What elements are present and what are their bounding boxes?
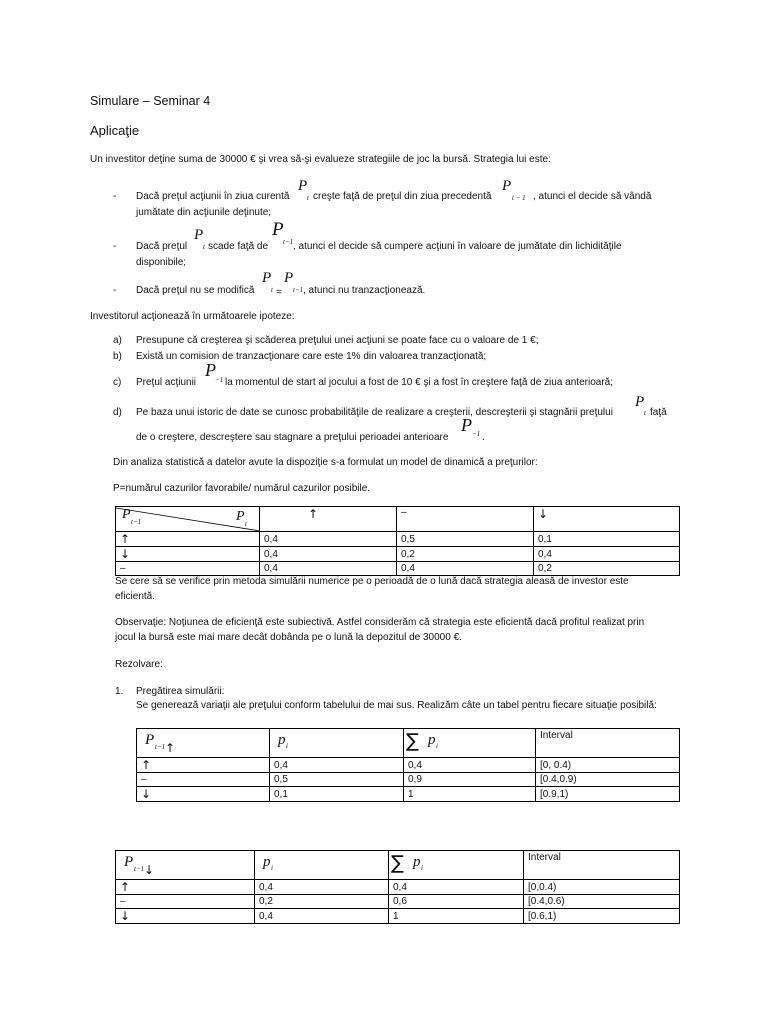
math-pt: P: [122, 507, 131, 522]
math-pt: P: [124, 854, 134, 870]
table-header-cell: Interval: [536, 729, 680, 758]
hypothesis-c-post: la momentul de start al jocului a fost de 10 € şi a fost în creştere faţă de ziua anterioară;: [225, 377, 613, 388]
list-label: a): [113, 335, 122, 346]
up-arrow-icon: ↑: [165, 741, 176, 755]
solution-heading: Rezolvare:: [115, 659, 163, 670]
bullet-dash: -: [113, 241, 117, 252]
row-label: –: [116, 895, 255, 909]
math-p: p: [413, 854, 421, 870]
math-pt: P: [635, 394, 645, 410]
math-sub: t: [271, 286, 273, 294]
list-label: c): [113, 377, 122, 388]
table-cell: 0,4: [534, 547, 680, 562]
math-sub: i: [271, 864, 273, 872]
table-cell: [0.9,1): [536, 787, 680, 802]
math-sub: t−1: [155, 743, 166, 751]
table-cell: [0.4,0.6): [524, 895, 680, 909]
table-cell: [0.4,0.9): [536, 773, 680, 787]
strategy-1-post: , atunci el decide să vândă: [533, 191, 652, 202]
math-sub: t − 1: [512, 194, 526, 202]
table-header-cell: [404, 729, 536, 758]
hypothesis-d-end: .: [482, 432, 485, 443]
table-cell: 0,4: [255, 880, 389, 895]
hypothesis-d-cont: de o creştere, descreştere sau stagnare a preţului perioadei anterioare: [136, 432, 449, 443]
table-cell: 0,4: [389, 880, 524, 895]
math-sub: i: [286, 742, 288, 750]
hypothesis-a: Presupune că creşterea şi scăderea preţului unei acţiuni se poate face cu o valoare de 1 €;: [136, 335, 539, 346]
table-cell: 0,4: [260, 562, 397, 576]
table-cell: 0,1: [534, 532, 680, 547]
strategy-3-pre: Dacă preţul nu se modifică: [136, 285, 255, 296]
strategy-2-post: , atunci el decide să cumpere acţiuni în valoare de jumătate din lichidităţile: [293, 241, 622, 252]
row-label: ↑: [116, 532, 260, 547]
table-header-cell: [270, 729, 404, 758]
math-pt: P: [236, 509, 245, 524]
math-pt: P: [298, 178, 308, 194]
math-pt: P: [502, 178, 512, 194]
table-cell: [0,0.4): [524, 880, 680, 895]
list-label: b): [113, 351, 122, 362]
row-label: –: [137, 773, 270, 787]
task-text-cont: eficientă.: [115, 591, 156, 602]
hypotheses-intro: Investitorul acţionează în următoarele ipoteze:: [90, 311, 295, 322]
page-title: Simulare – Seminar 4: [90, 94, 211, 108]
column-header: –: [397, 507, 534, 532]
section-heading: Aplicaţie: [90, 123, 140, 138]
table-row: [137, 758, 680, 773]
math-sub: t: [644, 409, 646, 417]
strategy-2-pre: Dacă preţul: [136, 241, 188, 252]
math-p: p: [278, 732, 286, 748]
table-cell: 0,4: [255, 909, 389, 924]
math-sub: −1: [215, 376, 224, 384]
row-label: –: [116, 562, 260, 576]
table-cell: 0,4: [404, 758, 536, 773]
row-label: ↓: [116, 547, 260, 562]
table-cell: 0,9: [404, 773, 536, 787]
table-row: [137, 787, 680, 802]
table-cell: 0,6: [389, 895, 524, 909]
math-sub: i: [421, 864, 423, 872]
table-cell: 0,4: [397, 562, 534, 576]
intro-paragraph: Un investitor deţine suma de 30000 € şi vrea să-şi evalueze strategiile de joc la bursă. Strategia lui este:: [90, 154, 551, 165]
column-header: ↑: [260, 507, 397, 532]
table-cell: 0,2: [255, 895, 389, 909]
bullet-dash: -: [113, 285, 117, 296]
table-row: [116, 880, 680, 895]
math-pt: P: [262, 270, 272, 286]
math-sub: t−1: [131, 518, 142, 526]
column-header: ↓: [534, 507, 680, 532]
list-label: d): [113, 407, 122, 418]
sum-icon: ∑: [391, 852, 404, 874]
row-label: ↓: [137, 787, 270, 802]
table-row: [116, 895, 680, 909]
row-label: ↑: [116, 880, 255, 895]
math-sub: t: [203, 243, 205, 251]
probability-table-up: [136, 728, 680, 802]
list-number: 1.: [115, 686, 124, 697]
math-pt: P: [272, 219, 284, 240]
math-sub: t: [245, 520, 247, 528]
math-pt: P: [461, 415, 472, 435]
table-cell: 0,1: [270, 787, 404, 802]
hypothesis-c-pre: Preţul acţiunii: [136, 377, 197, 388]
table-header-cell: Interval: [524, 851, 680, 880]
math-pt: P: [194, 227, 204, 243]
table-cell: 0,5: [397, 532, 534, 547]
math-sub: t: [307, 194, 309, 202]
math-sub: t−1: [283, 238, 294, 246]
observation-text-cont: jocul la bursă este mai mare decât dobânda pe o lună la depozitul de 30000 €.: [115, 632, 462, 643]
strategy-3-post: , atunci nu tranzacţionează.: [303, 285, 426, 296]
math-p: p: [428, 732, 436, 748]
observation-text: Observaţie: Noţiunea de eficienţă este subiectivă. Astfel considerăm că strategia este eficientă dacă profitul realizat prin: [115, 617, 645, 628]
strategy-1-mid: creşte faţă de preţul din ziua precedentă: [313, 191, 492, 202]
model-intro: Din analiza statistică a datelor avute la dispoziţie s-a formulat un model de dinamică a preţurilor:: [113, 457, 538, 468]
math-sub: t−1: [293, 286, 304, 294]
step-text: Se generează variaţii ale preţului conform tabelului de mai sus. Realizăm câte un tabel pentru fiecare situaţie posibilă:: [136, 700, 657, 711]
strategy-1-cont: jumătate din acţiunile deţinute;: [136, 207, 272, 218]
table-row: [116, 909, 680, 924]
row-label: ↑: [137, 758, 270, 773]
hypothesis-b: Există un comision de tranzacţionare care este 1% din valoarea tranzacţionată;: [136, 351, 487, 362]
probability-table-down: [115, 850, 680, 924]
strategy-1-pre: Dacă preţul acţiunii în ziua curentă: [136, 191, 290, 202]
transition-table: [115, 506, 680, 576]
table-cell: 0,2: [534, 562, 680, 576]
table-cell: 0,4: [270, 758, 404, 773]
table-cell: [0, 0.4): [536, 758, 680, 773]
formula-text: P=numărul cazurilor favorabile/ numărul cazurilor posibile.: [113, 483, 371, 494]
math-equals: =: [276, 287, 282, 298]
bullet-dash: -: [113, 191, 117, 202]
table-row: [137, 773, 680, 787]
table-corner-cell: [116, 507, 260, 532]
table-row: [116, 547, 680, 562]
table-header-cell: [389, 851, 524, 880]
math-pt: P: [145, 732, 155, 748]
hypothesis-d: Pe baza unui istoric de date se cunosc probabilităţile de realizare a creşterii, descreşterii şi stagnării preţului: [136, 407, 613, 418]
table-header-cell: [255, 851, 389, 880]
table-row: [116, 532, 680, 547]
table-header-cell: [116, 851, 255, 880]
table-cell: 0,4: [260, 532, 397, 547]
table-cell: 0,2: [397, 547, 534, 562]
table-header-cell: [137, 729, 270, 758]
math-sub: t−1: [134, 865, 145, 873]
row-label: ↓: [116, 909, 255, 924]
math-pt: P: [284, 270, 294, 286]
math-pt: P: [205, 360, 216, 380]
math-p: p: [263, 854, 271, 870]
table-row: [116, 562, 680, 576]
strategy-2-mid: scade faţă de: [208, 241, 269, 252]
sum-icon: ∑: [406, 730, 419, 752]
table-cell: 1: [389, 909, 524, 924]
table-cell: 1: [404, 787, 536, 802]
table-cell: [0.6,1): [524, 909, 680, 924]
strategy-2-cont: disponibile;: [136, 257, 187, 268]
math-sub: i: [436, 742, 438, 750]
step-heading: Pregătirea simulării:: [136, 686, 225, 697]
math-sub: −1: [472, 430, 481, 438]
table-cell: 0,4: [260, 547, 397, 562]
hypothesis-d-post: faţă: [650, 407, 667, 418]
task-text: Se cere să se verifice prin metoda simulării numerice pe o perioadă de o lună dacă strategia aleasă de investor este: [115, 576, 629, 587]
down-arrow-icon: ↓: [144, 863, 155, 877]
table-cell: 0,5: [270, 773, 404, 787]
